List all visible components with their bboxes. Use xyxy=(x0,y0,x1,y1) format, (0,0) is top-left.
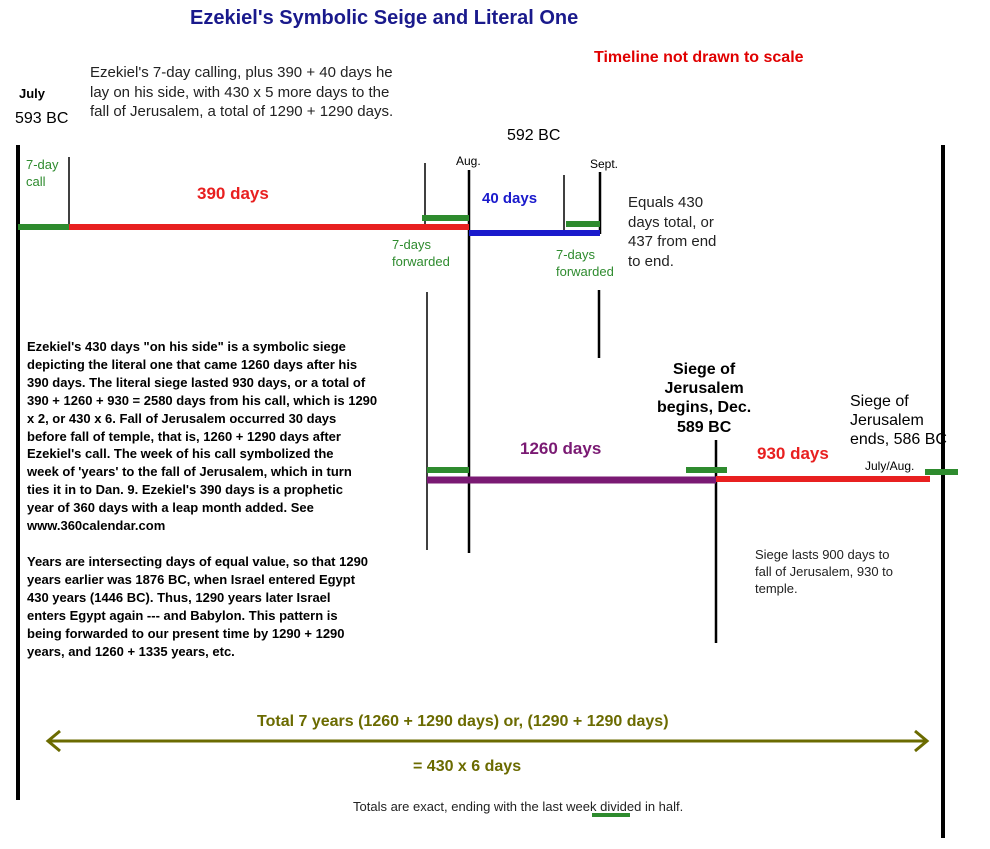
siege-ends-label: Siege of Jerusalem ends, 586 BC xyxy=(850,393,947,449)
siege-begins-label: Siege of Jerusalem begins, Dec. 589 BC xyxy=(657,361,752,436)
days-1260-label: 1260 days xyxy=(520,439,602,458)
total-years-label: Total 7 years (1260 + 1290 days) or, (1290 + 1290 days) xyxy=(257,713,669,730)
mid-year: 592 BC xyxy=(507,127,561,144)
forwarded-label-2: 7-days forwarded xyxy=(556,247,614,279)
equals-430x6-label: = 430 x 6 days xyxy=(413,758,522,775)
start-year: 593 BC xyxy=(15,110,69,127)
totals-note: Totals are exact, ending with the last week divided in half. xyxy=(353,799,684,814)
equals-430-text: Equals 430 days total, or 437 from end to end. xyxy=(628,194,717,270)
seven-day-call-label: 7-day call xyxy=(26,157,59,189)
days-930-label: 930 days xyxy=(757,444,829,463)
explanation-paragraph-1: Ezekiel's 430 days "on his side" is a symbolic siege depicting the literal one that came 1260 days after his 390 days. The literal siege lasted 930 days, or a total of 390 + 1260 + 930 = 2580 days from his call, which is 1290 x 2, or 430 x 6. Fall of Jerusalem occurred 30 days before fall of temple, that is, 1260 + 1290 days after Ezekiel's call. The week of his call symbolized the week of 'years' to the fall of Jerusalem, which in turn ties it in to Dan. 9. Ezekiel's 390 days is a prophetic year of 360 days with a leap month added. See www.360calendar.com xyxy=(27,339,378,534)
aug-label: Aug. xyxy=(456,154,481,168)
start-month: July xyxy=(19,86,46,101)
explanation-paragraph-2: Years are intersecting days of equal value, so that 1290 years earlier was 1876 BC, when Israel entered Egypt 430 years (1446 BC). Thus, 1290 years later Israel enters Egypt again --- and Babylon. This pattern is being forwarded to our present time by 1290 + 1290 years, and 1260 + 1335 years, etc. xyxy=(27,554,369,659)
not-to-scale-note: Timeline not drawn to scale xyxy=(594,49,804,66)
july-aug-label: July/Aug. xyxy=(865,459,915,473)
diagram-title: Ezekiel's Symbolic Seige and Literal One xyxy=(190,7,579,29)
forwarded-label-1: 7-days forwarded xyxy=(392,237,450,269)
siege-lasts-text: Siege lasts 900 days to fall of Jerusalem, 930 to temple. xyxy=(755,547,894,596)
days-390-label: 390 days xyxy=(197,184,269,203)
intro-text: Ezekiel's 7-day calling, plus 390 + 40 days he lay on his side, with 430 x 5 more days to the fall of Jerusalem, a total of 1290 + 1290 days. xyxy=(90,64,394,120)
sept-label: Sept. xyxy=(590,157,619,171)
days-40-label: 40 days xyxy=(482,190,538,207)
